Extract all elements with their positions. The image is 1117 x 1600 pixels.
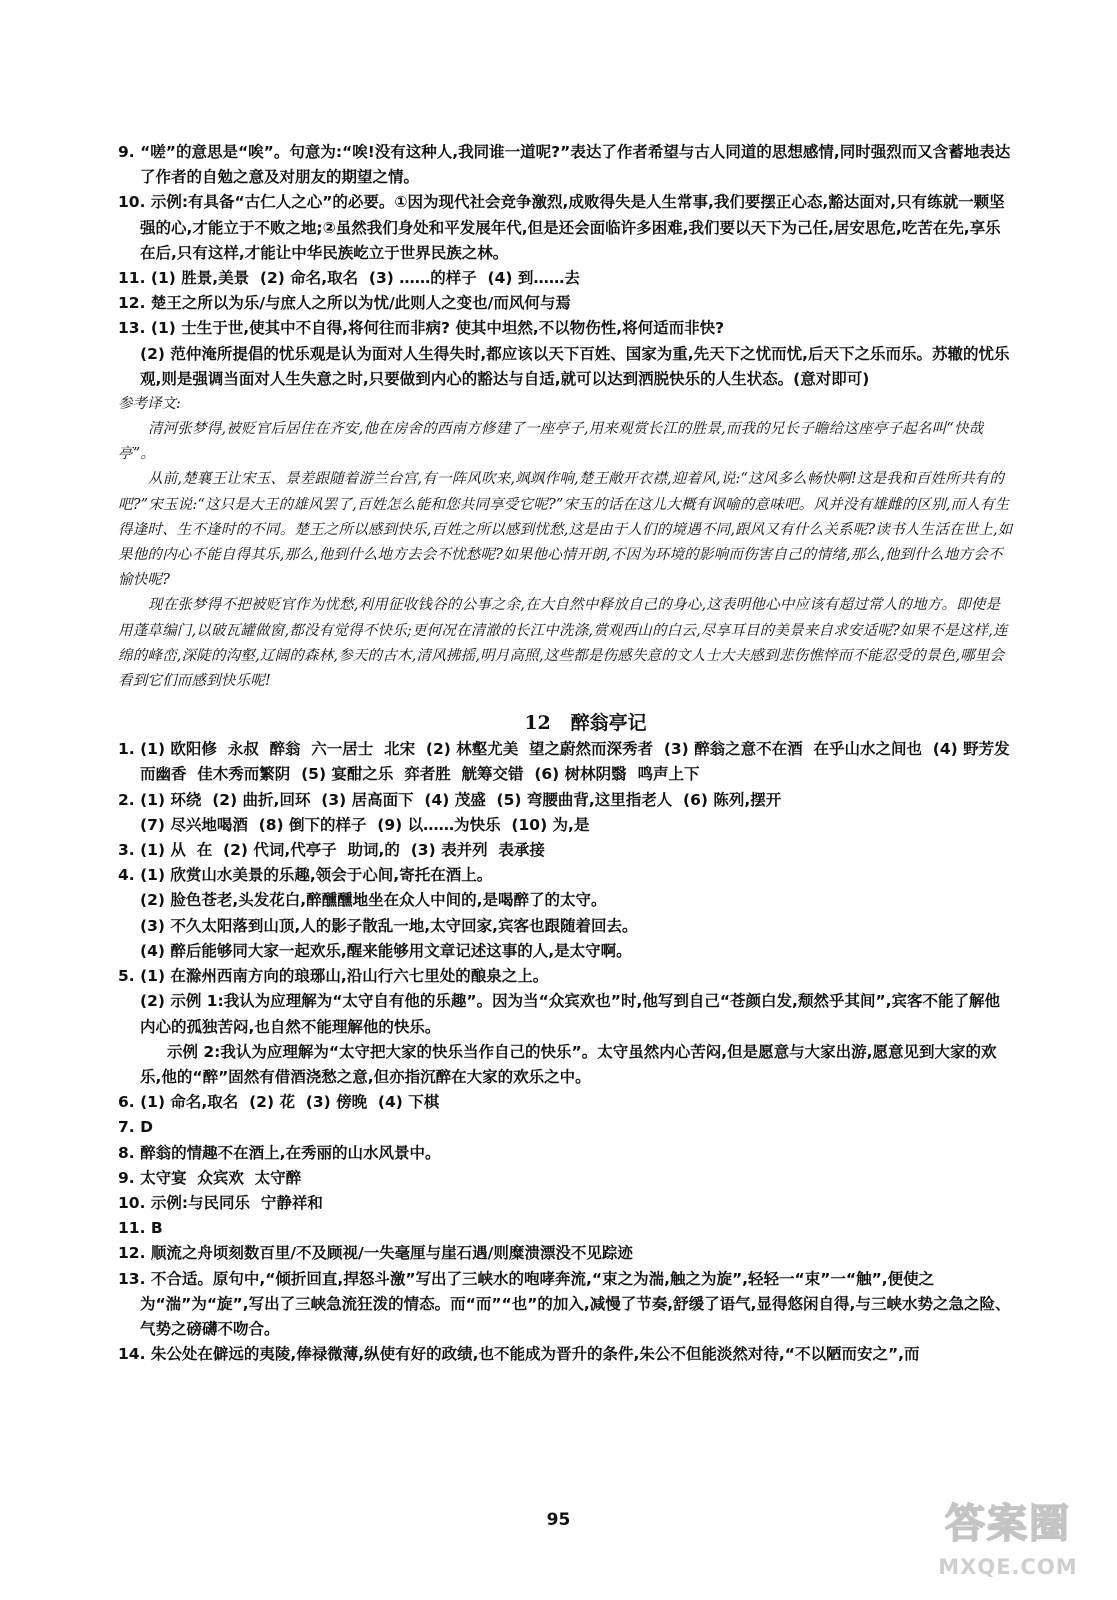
answers-block-12 [118, 737, 1013, 1367]
watermark-url: MXQE.COM [938, 1555, 1078, 1579]
answer-page [118, 140, 1013, 1367]
translation-paragraph: 从前,楚襄王让宋玉、景差跟随着游兰台宫,有一阵风吹来,飒飒作响,楚王敞开衣襟,迎着风,说:“这风多么畅快啊!这是我和百姓所共有的吧?”宋玉说:“这只是大王的雄风罢了,百姓怎么能和您共同享受它呢?”宋玉的话在这儿大概有讽喻的意味吧。风并没有雄雌的区别,而人有生得逢时、生不逢时的不同。楚王之所以感到快乐,百姓之所以感到忧愁,这是由于人们的境遇不同,跟风又有什么关系呢?读书人生活在世上,如果他的内心不能自得其乐,那么,他到什么地方去会不忧愁呢?如果他心情开朗,不因为环境的影响而伤害自己的情绪,那么,他到什么地方会不愉快呢? [118, 471, 1013, 589]
answer-item: 10. 示例:有具备“古仁人之心”的必要。①因为现代社会竞争激烈,成败得失是人生常事,我们要摆正心态,豁达面对,只有练就一颗坚强的心,才能立于不败之地;②虽然我们身处和平发展年代,但是还会面临许多困难,我们要以天下为己任,居安思危,吃苦在先,享乐在后,只有这样,才能让中华民族屹立于世界民族之林。 [118, 193, 1005, 262]
answer-item: 13. 不合适。原句中,“倾折回直,捍怒斗激”写出了三峡水的咆哮奔流,“束之为湍,触之为旋”,轻轻一“束”一“触”,便使之为“湍”为“旋”,写出了三峡急流狂泼的情态。而“而”“也”的加入,减慢了节奏,舒缓了语气,显得悠闲自得,与三峡水势之急之险、气势之磅礴不吻合。 [118, 1269, 1011, 1338]
answer-item: 11. B [118, 1219, 163, 1238]
answer-item: 8. 醉翁的情趣不在酒上,在秀丽的山水风景中。 [118, 1143, 441, 1162]
section-number: 12 [524, 712, 551, 735]
answer-item: 4. (1) 欣赏山水美景的乐趣,领会于心间,寄托在酒上。 [118, 866, 493, 885]
answer-item: 13. (1) 士生于世,使其中不自得,将何往而非病? 使其中坦然,不以物伤性,将何适而非快? [118, 319, 725, 338]
section-title [118, 710, 1013, 736]
answer-subitem: (3) 不久太阳落到山顶,人的影子散乱一地,太守回家,宾客也跟随着回去。 [140, 916, 638, 935]
answer-item: 11. (1) 胜景,美景 (2) 命名,取名 (3) ……的样子 (4) 到……去 [118, 269, 580, 288]
section-name: 醉翁亭记 [570, 712, 647, 735]
reference-translation [118, 392, 1013, 694]
answer-item: 2. (1) 环绕 (2) 曲折,回环 (3) 居高面下 (4) 茂盛 (5) 弯腰曲背,这里指老人 (6) 陈列,摆开 [118, 790, 782, 809]
answer-item: 1. (1) 欧阳修 永叔 醉翁 六一居士 北宋 (2) 林壑尤美 望之蔚然而深秀者 (3) 醉翁之意不在酒 在乎山水之间也 (4) 野芳发而幽香 佳木秀而繁阴 (5) 宴酣之乐 弈者胜 觥筹交错 (6) 树林阴翳 鸣声上下 [118, 740, 1010, 784]
answer-subitem: (7) 尽兴地喝酒 (8) 倒下的样子 (9) 以……为快乐 (10) 为,是 [140, 815, 590, 834]
translation-paragraph: 现在张梦得不把被贬官作为忧愁,利用征收钱谷的公事之余,在大自然中释放自己的身心,这表明他心中应该有超过常人的地方。即使是用蓬草编门,以破瓦罐做窗,都没有觉得不快乐;更何况在清澈的长江中洗涤,赏观西山的白云,尽享耳目的美景来自求安适呢?如果不是这样,连绵的峰峦,深陡的沟壑,辽阔的森林,参天的古木,清风拂摇,明月高照,这些都是伤感失意的文人士大夫感到悲伤憔悴而不能忍受的景色,哪里会看到它们而感到快乐呢! [118, 597, 1008, 690]
translation-paragraph: 清河张梦得,被贬官后居住在齐安,他在房舍的西南方修建了一座亭子,用来观赏长江的胜景,而我的兄长子瞻给这座亭子起名叫“快哉亭”。 [118, 421, 984, 463]
answer-item: 10. 示例:与民同乐 宁静祥和 [118, 1193, 323, 1212]
reference-heading: 参考译文: [118, 396, 181, 413]
answer-subitem: 示例 2:我认为应理解为“太守把大家的快乐当作自己的快乐”。太守虽然内心苦闷,但是愿意与大家出游,愿意见到大家的欢乐,他的“醉”固然有借酒浇愁之意,但亦指沉醉在大家的欢乐之中。 [140, 1042, 997, 1086]
answer-subitem: (2) 脸色苍老,头发花白,醉醺醺地坐在众人中间的,是喝醉了的太守。 [140, 891, 607, 910]
answer-item: 9. 太守宴 众宾欢 太守醉 [118, 1168, 302, 1187]
answer-item: 7. D [118, 1118, 153, 1137]
answer-item: 6. (1) 命名,取名 (2) 花 (3) 傍晚 (4) 下棋 [118, 1093, 440, 1112]
answer-item: 3. (1) 从 在 (2) 代词,代亭子 助词,的 (3) 表并列 表承接 [118, 841, 545, 860]
answer-item: 9. “嗟”的意思是“唉”。句意为:“唉!没有这种人,我同谁一道呢?”表达了作者希望与古人同道的思想感情,同时强烈而又含蓄地表达了作者的自勉之意及对朋友的期望之情。 [118, 143, 1011, 187]
answer-item: 12. 顺流之舟顷刻数百里/不及顾视/一失毫厘与崖石遇/则糜溃漂没不见踪迹 [118, 1244, 633, 1263]
answer-subitem: (4) 醉后能够同大家一起欢乐,醒来能够用文章记述这事的人,是太守啊。 [140, 941, 632, 960]
watermark-logo [918, 1495, 1098, 1587]
page-number: 95 [546, 1510, 571, 1530]
answer-item: 12. 楚王之所以为乐/与庶人之所以为忧/此则人之变也/而风何与焉 [118, 294, 571, 313]
answer-subitem: (2) 范仲淹所提倡的忧乐观是认为面对人生得失时,都应该以天下百姓、国家为重,先天下之忧而忧,后天下之乐而乐。苏辙的忧乐观,则是强调当面对人生失意之时,只要做到内心的豁达与自适,就可以达到洒脱快乐的人生状态。(意对即可) [140, 344, 1010, 388]
answer-item: 14. 朱公处在僻远的夷陵,俸禄微薄,纵使有好的政绩,也不能成为晋升的条件,朱公不但能淡然对待,“不以陋而安之”,而 [118, 1345, 920, 1364]
answer-subitem: (2) 示例 1:我认为应理解为“太守自有他的乐趣”。因为当“众宾欢也”时,他写到自己“苍颜白发,颓然乎其间”,宾客不能了解他内心的孤独苦闷,也自然不能理解他的快乐。 [140, 992, 1001, 1036]
watermark-mark: 答案圈 [945, 1501, 1071, 1547]
answer-item: 5. (1) 在滁州西南方向的琅琊山,沿山行六七里处的酿泉之上。 [118, 967, 549, 986]
answers-block-11 [118, 140, 1013, 392]
